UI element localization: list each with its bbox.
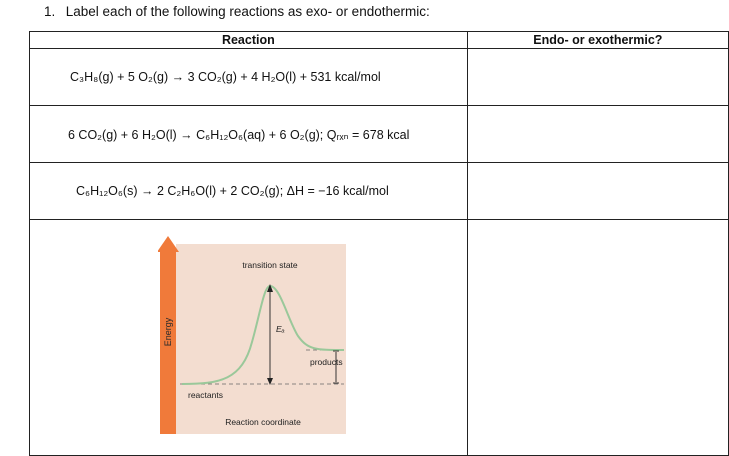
reaction-cell-2	[30, 106, 468, 163]
reaction-text-1: C₃H₈(g) + 5 O₂(g) → 3 CO₂(g) + 4 H₂O(l) + 531 kcal/mol	[70, 70, 381, 84]
reactions-table	[29, 31, 729, 456]
table-row	[30, 106, 729, 163]
energy-diagram	[158, 232, 358, 450]
table-row	[30, 49, 729, 106]
question-number: 1.	[44, 4, 56, 19]
energy-arrow-icon	[158, 236, 179, 252]
question-prompt	[44, 4, 430, 19]
diagram-panel	[176, 244, 346, 434]
energy-diagram-svg	[158, 232, 358, 450]
activation-energy-label: Eₐ	[276, 324, 285, 334]
answer-cell-2[interactable]	[467, 106, 728, 163]
header-reaction: Reaction	[30, 32, 468, 49]
energy-axis-label: Energy	[163, 317, 173, 347]
transition-state-label: transition state	[242, 260, 298, 270]
header-endo-exo: Endo- or exothermic?	[467, 32, 728, 49]
answer-cell-1[interactable]	[467, 49, 728, 106]
reaction-text-2: 6 CO₂(g) + 6 H₂O(l) → C₆H₁₂O₆(aq) + 6 O₂(g); Qᵣₓₙ = 678 kcal	[68, 127, 410, 142]
diagram-cell	[30, 220, 468, 456]
reaction-cell-3	[30, 163, 468, 220]
reaction-cell-1	[30, 49, 468, 106]
reactants-label: reactants	[188, 390, 223, 400]
question-text: Label each of the following reactions as exo- or endothermic:	[65, 4, 430, 19]
table-row	[30, 220, 729, 456]
reaction-coordinate-label: Reaction coordinate	[225, 417, 301, 427]
table-row	[30, 163, 729, 220]
answer-cell-3[interactable]	[467, 163, 728, 220]
table-header-row	[30, 32, 729, 49]
products-label: products	[310, 357, 343, 367]
answer-cell-4[interactable]	[467, 220, 728, 456]
reaction-text-3: C₆H₁₂O₆(s) → 2 C₂H₆O(l) + 2 CO₂(g); ΔH = −16 kcal/mol	[76, 184, 389, 198]
